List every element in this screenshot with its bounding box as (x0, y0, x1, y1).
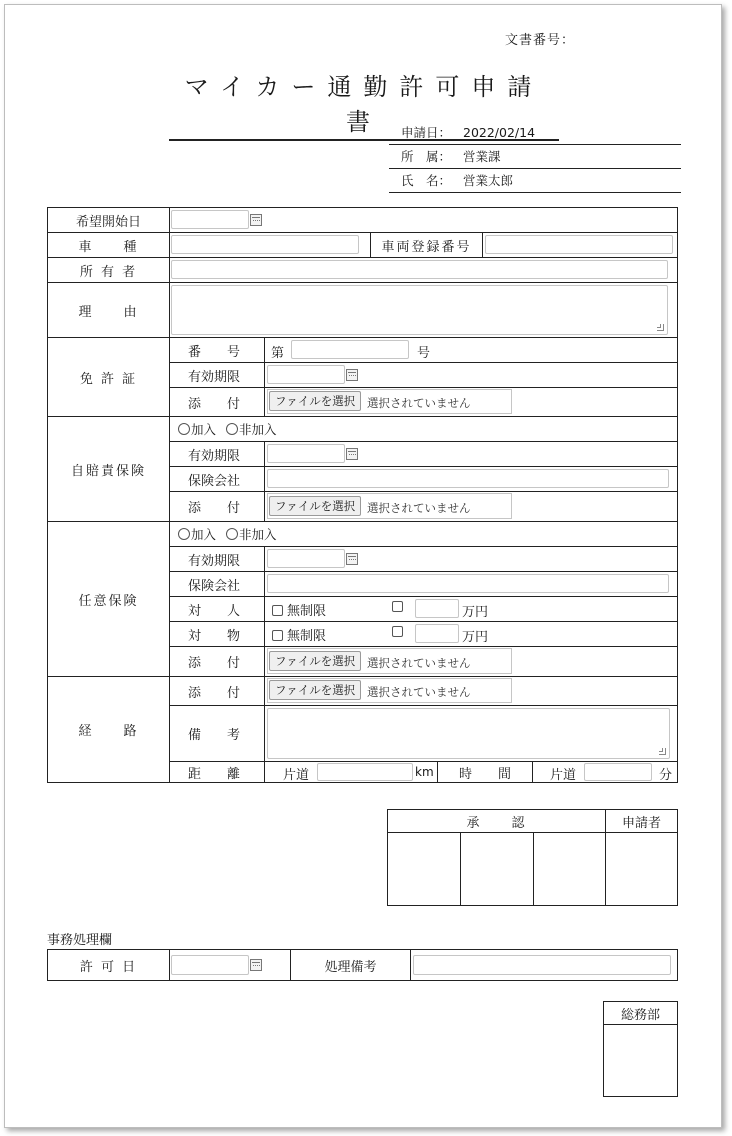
car-type-label: 車 種 (78, 239, 139, 255)
voluntary-attach-label-cell (169, 646, 265, 677)
license-number-prefix: 第 (271, 346, 285, 361)
person-unlimited (272, 600, 326, 619)
general-affairs-stamp-box (603, 1024, 678, 1097)
approve-label: 承 認 (466, 815, 527, 831)
office-section-label: 事務処理欄 (47, 933, 113, 948)
person-amount-input[interactable] (415, 599, 459, 618)
voluntary-join-radio[interactable] (178, 528, 190, 540)
car-type-input[interactable] (171, 235, 359, 254)
voluntary-expiry-label: 有効期限 (188, 553, 241, 569)
route-note-label: 備 考 (188, 728, 241, 743)
compulsory-attach-label: 添 付 (188, 501, 241, 516)
applicant-label: 申請者 (621, 815, 661, 831)
license-attach-label: 添 付 (188, 396, 241, 412)
car-type-label-cell (47, 232, 170, 258)
person-unlimited-checkbox[interactable] (272, 605, 283, 616)
registration-input[interactable] (485, 235, 673, 254)
route-file-status: 選択されていません (367, 685, 471, 699)
calendar-icon[interactable] (250, 959, 262, 971)
voluntary-company-input[interactable] (267, 574, 669, 593)
property-label: 対 物 (188, 628, 241, 644)
department-value: 営業課 (463, 149, 501, 164)
permit-date-label: 許 可 日 (79, 959, 138, 975)
route-note-label-cell (169, 705, 265, 762)
license-label-cell (47, 337, 170, 417)
person-amount-check (392, 600, 407, 615)
reason-label: 理 由 (78, 304, 139, 320)
property-label-cell (169, 621, 265, 647)
compulsory-radio-cell (169, 416, 678, 442)
license-number-label: 番 号 (188, 344, 241, 360)
calendar-icon[interactable] (346, 553, 358, 565)
approve-stamp-box-2 (460, 832, 534, 906)
person-label: 対 人 (188, 603, 241, 619)
compulsory-join-label: 加入 (191, 422, 217, 437)
license-label: 免 許 証 (79, 371, 138, 387)
start-date-input[interactable] (171, 210, 249, 229)
compulsory-join-radio[interactable] (178, 423, 190, 435)
compulsory-expiry-label-cell (169, 441, 265, 467)
voluntary-file-button[interactable]: ファイルを選択 (269, 651, 361, 671)
page-title: マイカー通勤許可申請書 (169, 67, 559, 141)
calendar-icon[interactable] (346, 369, 358, 381)
voluntary-not-join-radio[interactable] (226, 528, 238, 540)
document-page (4, 4, 722, 1128)
apply-date-label: 申請日： (401, 125, 452, 140)
route-file-button[interactable]: ファイルを選択 (269, 680, 361, 700)
permit-date-input[interactable] (171, 955, 249, 975)
name-line (389, 171, 681, 193)
property-amount-check (392, 625, 407, 640)
route-label: 経 路 (78, 724, 139, 739)
route-label-cell (47, 676, 170, 783)
doc-number-label: 文書番号： (505, 33, 576, 48)
license-file-status: 選択されていません (367, 396, 471, 410)
voluntary-expiry-label-cell (169, 546, 265, 572)
office-note-label-cell (290, 949, 411, 981)
voluntary-file-status: 選択されていません (367, 656, 471, 670)
property-unlimited-label: 無制限 (287, 629, 327, 644)
property-amount-input[interactable] (415, 624, 459, 643)
applicant-header-cell (605, 809, 678, 833)
owner-input[interactable] (171, 260, 668, 279)
distance-label-cell (169, 761, 265, 783)
voluntary-company-label: 保険会社 (188, 578, 241, 594)
registration-label: 車両登録番号 (381, 239, 472, 255)
name-label: 氏 名： (401, 173, 452, 188)
time-label: 時 間 (458, 766, 511, 782)
compulsory-attach-label-cell (169, 491, 265, 522)
property-unlimited-checkbox[interactable] (272, 630, 283, 641)
license-file-button[interactable]: ファイルを選択 (269, 391, 361, 411)
license-expiry-input[interactable] (267, 365, 345, 384)
approve-header-cell (387, 809, 606, 833)
approve-stamp-box-1 (387, 832, 461, 906)
person-man-yen: 万円 (462, 605, 489, 620)
voluntary-label: 任意保険 (78, 593, 139, 609)
voluntary-company-label-cell (169, 571, 265, 597)
department-line (389, 147, 681, 169)
start-date-label-cell (47, 207, 170, 233)
license-number-suffix: 号 (417, 346, 431, 361)
license-number-input[interactable] (291, 340, 409, 359)
calendar-icon[interactable] (346, 448, 358, 460)
time-minutes: 分 (659, 768, 673, 783)
approve-stamp-box-3 (533, 832, 606, 906)
distance-label: 距 離 (188, 766, 241, 782)
name-value: 営業太郎 (463, 173, 514, 188)
resize-handle-icon[interactable] (657, 324, 664, 331)
voluntary-label-cell (47, 521, 170, 677)
compulsory-file-status: 選択されていません (367, 501, 471, 515)
compulsory-not-join-label: 非加入 (239, 422, 277, 437)
distance-one-way: 片道 (283, 768, 310, 783)
permit-date-label-cell (47, 949, 170, 981)
compulsory-file-button[interactable]: ファイルを選択 (269, 496, 361, 516)
voluntary-not-join-label: 非加入 (239, 527, 277, 542)
office-note-input[interactable] (413, 955, 671, 975)
compulsory-company-label: 保険会社 (188, 473, 241, 489)
compulsory-expiry-label: 有効期限 (188, 448, 241, 464)
compulsory-label: 自賠責保険 (70, 463, 146, 479)
apply-date-value: 2022/02/14 (463, 125, 536, 140)
person-unlimited-label: 無制限 (287, 604, 327, 619)
person-label-cell (169, 596, 265, 622)
calendar-icon[interactable] (250, 214, 262, 226)
property-amount-checkbox[interactable] (392, 626, 403, 637)
license-number-label-cell (169, 337, 265, 363)
route-attach-label-cell (169, 676, 265, 706)
compulsory-label-cell (47, 416, 170, 522)
owner-label-cell (47, 257, 170, 283)
distance-input[interactable] (317, 763, 413, 781)
time-label-cell (437, 761, 533, 783)
voluntary-expiry-input[interactable] (267, 549, 345, 568)
person-amount-checkbox[interactable] (392, 601, 403, 612)
compulsory-expiry-input[interactable] (267, 444, 345, 463)
voluntary-attach-label: 添 付 (188, 656, 241, 671)
compulsory-company-input[interactable] (267, 469, 669, 488)
time-input[interactable] (584, 763, 652, 781)
distance-km: km (415, 765, 434, 779)
apply-date-line (389, 123, 681, 145)
voluntary-radio-cell (169, 521, 678, 547)
property-man-yen: 万円 (462, 630, 489, 645)
owner-label: 所 有 者 (79, 264, 138, 280)
property-unlimited (272, 625, 326, 644)
start-date-label: 希望開始日 (75, 214, 141, 230)
office-note-label: 処理備考 (324, 959, 377, 975)
compulsory-not-join-radio[interactable] (226, 423, 238, 435)
license-attach-label-cell (169, 387, 265, 417)
applicant-stamp-box (605, 832, 678, 906)
general-affairs-header-cell (603, 1001, 678, 1025)
license-expiry-label-cell (169, 362, 265, 388)
department-label: 所 属： (401, 149, 452, 164)
time-one-way: 片道 (550, 768, 577, 783)
reason-textarea[interactable] (171, 285, 668, 335)
compulsory-company-label-cell (169, 466, 265, 492)
registration-label-cell (370, 232, 483, 258)
reason-label-cell (47, 282, 170, 338)
route-note-textarea[interactable] (267, 708, 670, 759)
route-attach-label: 添 付 (188, 685, 241, 701)
resize-handle-icon[interactable] (659, 748, 666, 755)
general-affairs-label: 総務部 (620, 1007, 660, 1023)
voluntary-join-label: 加入 (191, 527, 217, 542)
license-expiry-label: 有効期限 (188, 369, 241, 385)
